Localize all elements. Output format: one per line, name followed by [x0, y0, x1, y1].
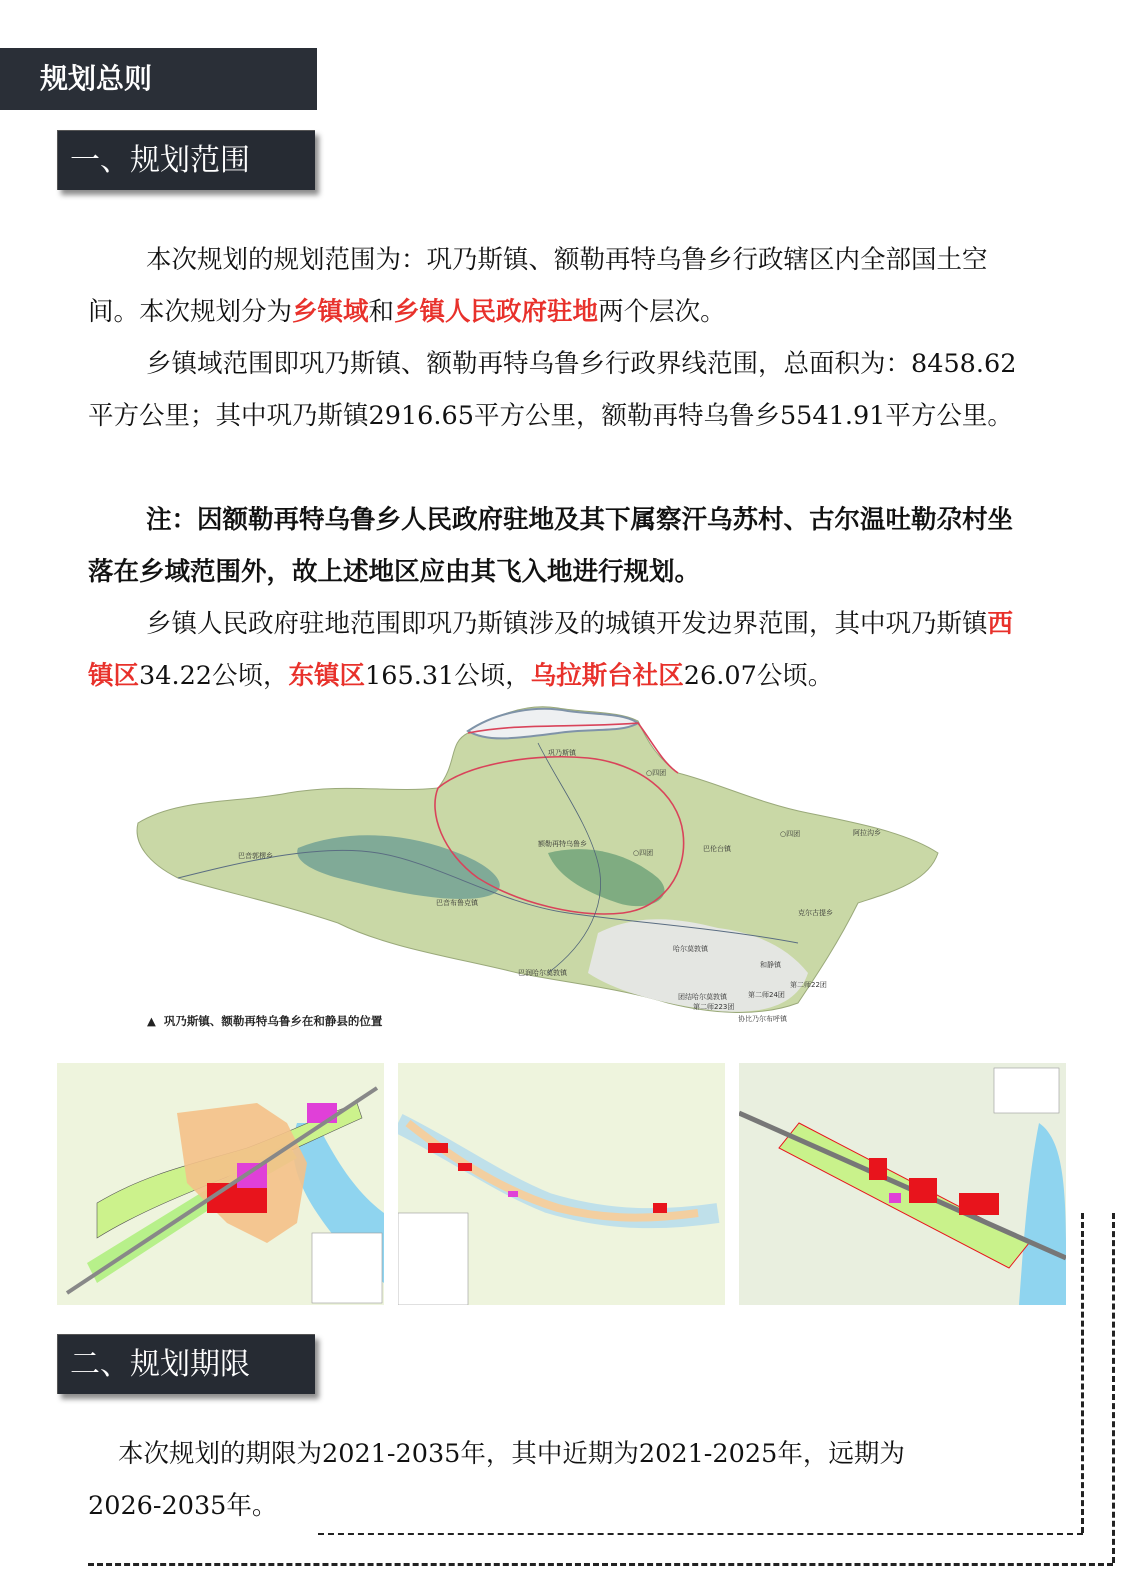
svg-text:阿拉沟乡: 阿拉沟乡 [853, 829, 881, 837]
dashed-frame-inner-bottom [318, 1533, 1083, 1535]
section-heading-scope: 一、规划范围 [57, 130, 315, 190]
svg-text:第二师22团: 第二师22团 [790, 981, 827, 989]
svg-text:协比乃尔布呼镇: 协比乃尔布呼镇 [738, 1015, 787, 1023]
svg-text:巴音布鲁克镇: 巴音布鲁克镇 [436, 899, 478, 907]
svg-text:团结哈尔莫敦镇: 团结哈尔莫敦镇 [678, 993, 727, 1001]
east-town-plan-map [398, 1063, 725, 1305]
svg-text:○四团: ○四团 [780, 830, 801, 838]
svg-text:○四团: ○四团 [633, 849, 654, 857]
svg-text:○四团: ○四团 [646, 769, 667, 777]
svg-text:第二师223团: 第二师223团 [693, 1003, 735, 1011]
svg-text:克尔古提乡: 克尔古提乡 [798, 909, 833, 917]
svg-text:巴音郭楞乡: 巴音郭楞乡 [238, 852, 273, 860]
svg-text:巴润哈尔莫敦镇: 巴润哈尔莫敦镇 [518, 969, 567, 977]
svg-text:巩乃斯镇: 巩乃斯镇 [548, 749, 576, 757]
svg-text:额勒再特乌鲁乡: 额勒再特乌鲁乡 [538, 840, 587, 848]
svg-text:巴伦台镇: 巴伦台镇 [703, 845, 731, 853]
dashed-frame-outer-right [1112, 1213, 1115, 1563]
wulasitai-plan-map [739, 1063, 1066, 1305]
paragraph-area: 乡镇域范围即巩乃斯镇、额勒再特乌鲁乡行政界线范围，总面积为：8458.62平方公里；其中巩乃斯镇2916.65平方公里，额勒再特乌鲁乡5541.91平方公里。 [88, 349, 1017, 431]
paragraph-period: 本次规划的期限为2021-2035年，其中近期为2021-2025年，远期为2026-2035年。 [88, 1439, 905, 1521]
county-location-map [118, 703, 943, 1025]
dashed-frame-inner-right [1081, 1213, 1084, 1533]
paragraph-scope: 本次规划的规划范围为：巩乃斯镇、额勒再特乌鲁乡行政辖区内全部国土空间。本次规划分为乡镇域和乡镇人民政府驻地两个层次。 [88, 245, 988, 327]
svg-text:第二师24团: 第二师24团 [748, 991, 785, 999]
paragraph-note: 注：因额勒再特乌鲁乡人民政府驻地及其下属察汗乌苏村、古尔温吐勒尕村坐落在乡域范围外，故上述地区应由其飞入地进行规划。 [88, 505, 1014, 587]
svg-text:和静镇: 和静镇 [760, 961, 781, 969]
banner-title: 规划总则 [0, 48, 317, 110]
dashed-frame-outer-bottom [88, 1563, 1113, 1566]
paragraph-seat: 乡镇人民政府驻地范围即巩乃斯镇涉及的城镇开发边界范围，其中巩乃斯镇西镇区34.22公顷，东镇区165.31公顷，乌拉斯台社区26.07公顷。 [88, 609, 1014, 691]
svg-text:哈尔莫敦镇: 哈尔莫敦镇 [673, 945, 708, 953]
map-caption: ▲ 巩乃斯镇、额勒再特乌鲁乡在和静县的位置 [147, 1014, 383, 1028]
section-heading-period: 二、规划期限 [57, 1334, 315, 1394]
west-town-plan-map [57, 1063, 384, 1305]
